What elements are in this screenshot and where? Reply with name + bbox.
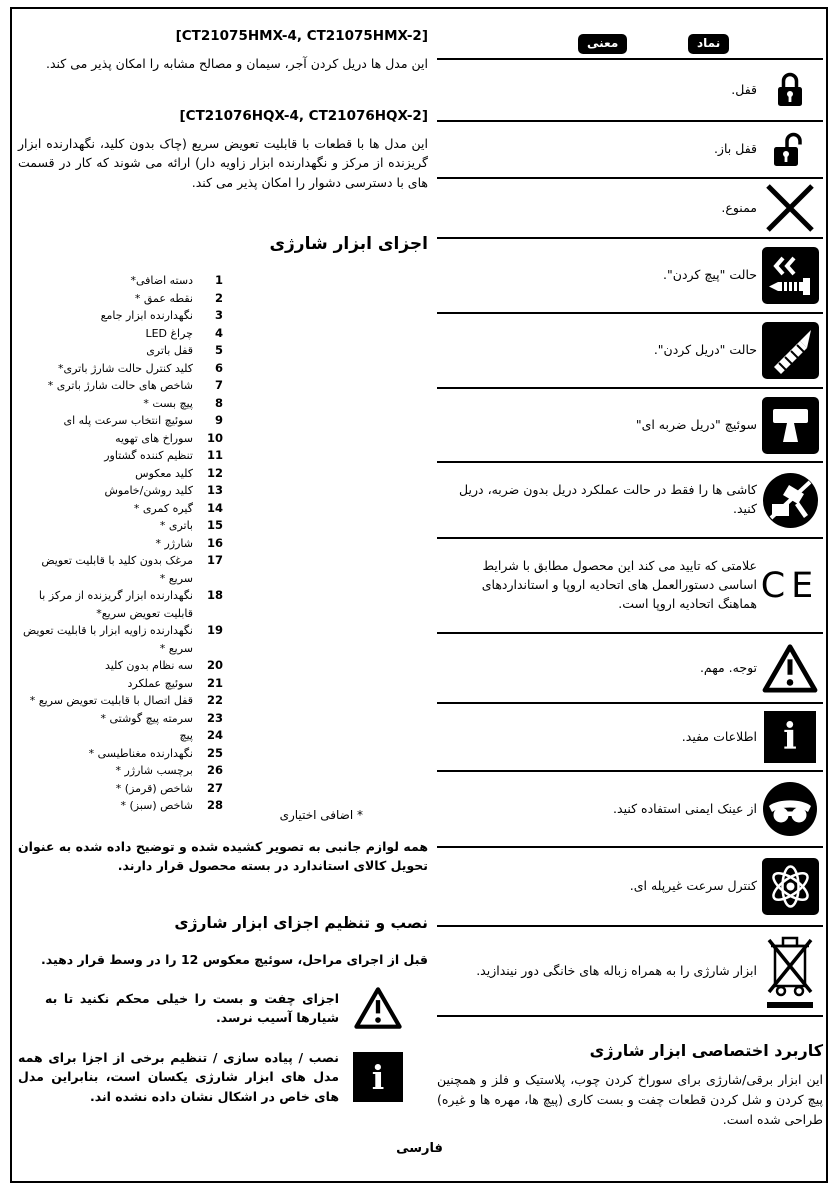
part-label: سوئیچ انتخاب سرعت پله ای [63, 414, 193, 427]
lock-open-icon [757, 130, 823, 170]
part-label: نگهدارنده زاویه ابزار با قابلیت تعویض سریع * [22, 624, 193, 655]
part-number: 20 [206, 658, 223, 672]
part-label: باتری * [159, 519, 193, 532]
no-impact-on-tiles-icon [757, 472, 823, 529]
part-number: 11 [206, 448, 223, 462]
part-label: گیره کمری * [133, 501, 193, 515]
part-label: کلید روشن/خاموش [104, 484, 193, 497]
parts-list-item [18, 657, 223, 675]
parts-list-item [18, 465, 223, 483]
assembly-heading: نصب و تنظیم اجزای ابزار شارژی [174, 914, 428, 932]
model-header-1: [CT21075HMX-4, CT21075HMX-2] [175, 28, 428, 44]
part-label: قفل اتصال با قابلیت تعویض سریع * [29, 694, 193, 707]
symbol-row [437, 60, 823, 122]
part-label: نگهدارنده مغناطیسی * [88, 746, 193, 760]
part-number: 19 [206, 623, 223, 637]
parts-list-item [18, 552, 223, 587]
part-label: مرغک بدون کلید با قابلیت تعویض سریع * [41, 554, 193, 585]
part-label: کلید معکوس [135, 466, 193, 480]
part-number: 23 [206, 710, 223, 725]
part-number: 7 [214, 378, 223, 392]
page-footer-language: فارسی [396, 1141, 443, 1156]
parts-list-item [18, 325, 223, 343]
symbol-meaning: علامتی که تایید می کند این محصول مطابق با شرایط اساسی دستورالعمل های اتحادیه اروپا و استانداردهای هماهنگ اتحادیه اروپا است. [481, 558, 757, 611]
part-number: 25 [206, 745, 223, 760]
info-icon: i [353, 1052, 403, 1102]
symbol-row [437, 634, 823, 704]
screwdriving-mode-icon [757, 247, 823, 304]
prohibited-x-icon [757, 181, 823, 235]
model-header-2: [CT21076HQX-4, CT21076HQX-2] [179, 108, 428, 124]
model-description-1: این مدل ها دریل کردن آجر، سیمان و مصالح مشابه را امکان پذیر می کند. [45, 56, 428, 71]
part-label: سه نظام بدون کلید [104, 659, 193, 672]
part-number: 16 [206, 535, 223, 550]
optional-accessories-note: * اضافی اختیاری [279, 808, 363, 822]
model-description-2: این مدل ها با قطعات با قابلیت تعویض سریع (چاک بدون کلید، نگهدارنده ابزار گریزنده از مرکز و نگهدارنده ابزار زاویه دار) ارائه می شوند که کار در قسمت های با دسترسی دشوار را امکان پذیر می کند. [18, 136, 428, 190]
part-label: دسته اضافی* [130, 274, 193, 287]
part-number: 10 [206, 430, 223, 445]
parts-list-item [18, 377, 223, 395]
symbols-table [437, 58, 823, 1017]
meaning-column-header: معنی [578, 34, 627, 54]
parts-list-item [18, 675, 223, 693]
parts-list-item [18, 307, 223, 325]
part-label: سوئیچ عملکرد [127, 676, 193, 690]
symbol-meaning: قفل. [731, 81, 757, 97]
part-number: 15 [206, 518, 223, 532]
parts-list-item [18, 360, 223, 378]
ce-mark: CE [760, 565, 820, 606]
reversing-switch-note: قبل از اجرای مراحل، سوئیچ معکوس 12 را در وسط قرار دهید. [41, 952, 428, 967]
part-label: نقطه عمق * [134, 291, 193, 305]
part-label: پیچ بست * [143, 396, 193, 410]
parts-list-item [18, 272, 223, 290]
symbol-row [437, 389, 823, 463]
part-label: شارژر * [155, 536, 193, 550]
part-number: 26 [206, 763, 223, 777]
part-label: سوراخ های تهویه [115, 431, 193, 445]
symbols-column [437, 24, 823, 1130]
part-number: 5 [214, 343, 223, 357]
symbol-row [437, 772, 823, 848]
info-note [18, 1048, 403, 1106]
weee-crossed-bin-icon [757, 930, 823, 1012]
usage-heading: کاربرد اختصاصی ابزار شارژی [589, 1041, 823, 1060]
part-number: 28 [206, 798, 223, 812]
symbol-row [437, 848, 823, 927]
safety-glasses-icon [757, 781, 823, 837]
parts-list-item [18, 727, 223, 745]
parts-list-item [18, 780, 223, 798]
impact-drill-icon [757, 397, 823, 454]
parts-list-item [18, 500, 223, 518]
parts-list-item [18, 762, 223, 780]
parts-list-item [18, 412, 223, 430]
part-number: 13 [206, 483, 223, 497]
symbol-row [437, 179, 823, 239]
parts-list [18, 272, 223, 815]
parts-list-item [18, 395, 223, 413]
part-number: 27 [206, 780, 223, 795]
part-label: شاخص (قرمز) * [115, 781, 193, 795]
parts-list-item [18, 342, 223, 360]
part-label: چراغ LED [145, 326, 193, 340]
part-number: 3 [214, 308, 223, 322]
warning-note [45, 986, 403, 1030]
symbol-column-header: نماد [688, 34, 729, 54]
standard-delivery-note: همه لوازم جانبی به تصویر کشیده شده و توضیح داده شده به عنوان تحویل کالای استاندارد در بسته محصول قرار دارند. [18, 839, 428, 873]
parts-list-item [18, 535, 223, 553]
parts-list-item [18, 587, 223, 622]
warning-triangle-icon [757, 643, 823, 694]
symbol-meaning: ممنوع. [721, 199, 757, 215]
symbol-row [437, 239, 823, 314]
symbol-meaning: حالت "دریل کردن". [653, 342, 757, 358]
symbol-meaning: از عینک ایمنی استفاده کنید. [613, 800, 757, 816]
part-label: شاخص (سبز) * [120, 799, 193, 812]
part-label: شاخص های حالت شارژ باتری * [47, 379, 193, 392]
drilling-mode-icon [757, 322, 823, 379]
part-number: 14 [206, 500, 223, 515]
part-number: 24 [206, 728, 223, 742]
part-label: تنظیم کننده گشتاور [104, 449, 193, 462]
parts-list-item [18, 430, 223, 448]
symbol-meaning: قفل باز. [713, 141, 757, 157]
info-icon: i [757, 711, 823, 763]
symbols-table-header [437, 34, 823, 56]
part-number: 4 [214, 325, 223, 340]
symbol-meaning: کنترل سرعت غیرپله ای. [629, 878, 757, 894]
symbol-meaning: حالت "پیچ کردن". [663, 267, 757, 283]
warning-text: اجزای چفت و بست را خیلی محکم نکنید تا به شیارها آسیب نرسد. [45, 990, 339, 1025]
parts-list-item [18, 517, 223, 535]
symbol-row [437, 704, 823, 772]
symbol-row [437, 463, 823, 539]
part-label: کلید کنترل حالت شارژ باتری* [57, 361, 193, 375]
usage-text: این ابزار برقی/شارژی برای سوراخ کردن چوب، پلاستیک و فلز و همچنین پیچ کردن و شل کردن قطعات چفت و بست کاری (پیچ ها، مهره ها و غیره) طراحی شده است. [437, 1072, 823, 1127]
part-number: 21 [206, 675, 223, 690]
part-number: 9 [214, 413, 223, 427]
symbol-row [437, 122, 823, 179]
symbol-meaning: اطلاعات مفید. [681, 728, 757, 744]
info-text: نصب / پیاده سازی / تنظیم برخی از اجزا برای همه مدل های ابزار شارژی یکسان است، بنابراین مدل های خاص در اشکال نشان داده نشده اند. [18, 1050, 339, 1104]
symbol-meaning: سوئیچ "دریل ضربه ای" [635, 416, 757, 432]
parts-list-item [18, 482, 223, 500]
symbol-meaning: توجه. مهم. [699, 659, 757, 675]
lock-closed-icon [757, 70, 823, 110]
parts-list-item [18, 692, 223, 710]
parts-list-item [18, 447, 223, 465]
part-number: 8 [214, 395, 223, 410]
part-number: 2 [214, 290, 223, 305]
symbol-row [437, 927, 823, 1017]
symbol-meaning: ابزار شارژی را به همراه زباله های خانگی دور نیندازید. [476, 962, 757, 978]
symbol-row [437, 314, 823, 389]
parts-list-item [18, 622, 223, 657]
part-number: 12 [206, 465, 223, 480]
warning-triangle-icon [353, 986, 403, 1030]
part-number: 6 [214, 360, 223, 375]
symbol-row [437, 539, 823, 634]
part-label: سرمته پیچ گوشتی * [100, 711, 193, 725]
part-label: قفل باتری [146, 344, 193, 357]
stepless-speed-icon [757, 858, 823, 915]
symbol-meaning: کاشی ها را فقط در حالت عملکرد دریل بدون ضربه، دریل کنید. [459, 482, 757, 516]
part-label: نگهدارنده ابزار گریزنده از مرکز با قابلیت تعویض سریع* [38, 589, 193, 620]
part-number: 18 [206, 588, 223, 602]
parts-list-item [18, 290, 223, 308]
part-number: 22 [206, 693, 223, 707]
part-label: برچسب شارژر * [115, 764, 193, 777]
parts-list-item [18, 710, 223, 728]
part-label: نگهدارنده ابزار جامع [100, 309, 193, 322]
parts-heading: اجزای ابزار شارژی [269, 234, 428, 254]
parts-list-item [18, 745, 223, 763]
part-number: 17 [206, 553, 223, 567]
part-label: پیچ [179, 729, 193, 742]
part-number: 1 [214, 273, 223, 287]
